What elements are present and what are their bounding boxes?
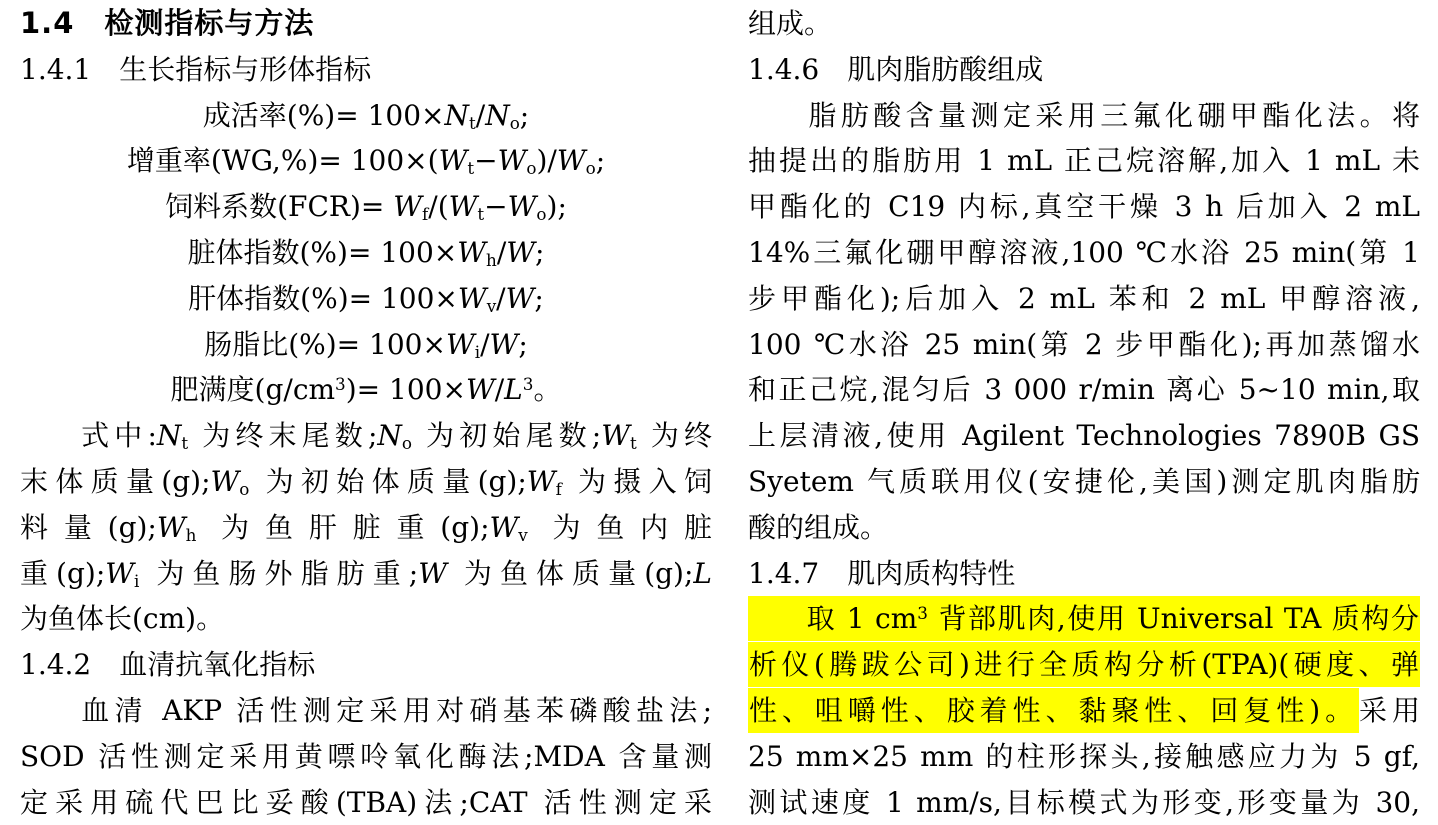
formula-line: 肝体指数(%)= $100\times W_v/W$; xyxy=(188,281,544,316)
math-variable: W xyxy=(505,281,535,315)
formula-line: 肠脂比(%)= $100\times W_i/W$; xyxy=(204,327,528,362)
subscript: t xyxy=(477,204,485,225)
text-line: 血清 AKP 活性测定采用对硝基苯磷酸盐法; xyxy=(20,693,712,727)
math-variable: W xyxy=(457,235,487,269)
formula-line: 饲料系数$(FCR)= W_f/(W_t-W_o)$; xyxy=(165,190,567,225)
text-line xyxy=(748,642,1420,688)
superscript: 3 xyxy=(522,374,534,395)
math-variable: N xyxy=(377,419,402,453)
subscript: h xyxy=(486,250,497,271)
math-variable: W xyxy=(457,281,487,315)
formula-line: 增重率$(WG,\%)= 100\times(W_t-W_o)/W_o$; xyxy=(126,144,606,179)
text-line: 14%三氟化硼甲醇溶液,100 ℃水浴 25 min(第 1 xyxy=(748,235,1420,269)
subscript: o xyxy=(509,112,520,133)
subscript: t xyxy=(630,433,637,454)
superscript: 3 xyxy=(335,374,346,395)
subscript: t xyxy=(467,158,475,179)
math-variable: W xyxy=(489,510,519,544)
text-line: 步甲酯化);后加入 2 mL 苯和 2 mL 甲醇溶液, xyxy=(748,281,1420,315)
math-variable: L xyxy=(693,556,712,590)
left-column xyxy=(20,1,712,825)
text-line: 重$(g);W_i$ 为鱼肠外脂肪重;W 为鱼体质量(g);L xyxy=(20,556,712,591)
math-variable: N xyxy=(156,419,182,453)
math-variable: W xyxy=(601,419,631,453)
math-variable: W xyxy=(526,464,556,498)
math-variable: W xyxy=(556,144,586,178)
subscript: t xyxy=(469,112,476,133)
text-line: 脂肪酸含量测定采用三氟化硼甲酯化法。将 xyxy=(748,98,1420,132)
math-variable: N xyxy=(485,98,510,132)
text-line: 上层清液,使用 Agilent Technologies 7890B GS xyxy=(748,419,1420,453)
text-line: 酸的组成。 xyxy=(748,510,889,544)
text-line: 末体质量$(g);W_o$ 为初始体质量$(g);W_f$ 为摄入饲 xyxy=(20,464,712,500)
superscript: 3 xyxy=(917,603,928,624)
subscript: i xyxy=(474,341,481,362)
math-variable: N xyxy=(444,98,469,132)
text-line: 抽提出的脂肪用 1 mL 正己烷溶解,加入 1 mL 未 xyxy=(748,144,1420,178)
math-variable: W xyxy=(489,327,519,361)
text-line: 性、咀嚼性、胶着性、黏聚性、回复性)。采用 xyxy=(748,688,1420,734)
subsection-heading: 1.4.6 肌肉脂肪酸组成 xyxy=(748,52,1044,86)
highlighted-text: 性、咀嚼性、胶着性、黏聚性、回复性)。 xyxy=(748,688,1359,733)
math-variable: W xyxy=(210,464,240,498)
subscript: v xyxy=(486,295,497,316)
subscript: v xyxy=(518,524,528,545)
math-variable: W xyxy=(156,510,186,544)
formula-line: 脏体指数(%)= $100\times W_h/W$; xyxy=(187,235,545,271)
subsection-heading: 1.4.2 血清抗氧化指标 xyxy=(20,648,316,682)
text-line: 和正己烷,混匀后 3 000 r/min 离心 5~10 min,取 xyxy=(748,373,1420,407)
math-variable: W xyxy=(465,373,495,407)
math-variable: W xyxy=(418,556,447,590)
subscript: f xyxy=(555,479,562,500)
math-variable: W xyxy=(507,190,537,224)
subscript: h xyxy=(185,524,197,545)
math-variable: W xyxy=(438,144,468,178)
right-column xyxy=(748,1,1420,825)
subscript: o xyxy=(585,158,596,179)
text-line: Syetem 气质联用仪(安捷伦,美国)测定肌肉脂肪 xyxy=(748,464,1420,498)
text-line: 甲酯化的 C19 内标,真空干燥 3 h 后加入 2 mL xyxy=(748,190,1420,224)
highlighted-text: 取 1 $cm^3$ 背部肌肉,使用 Universal TA 质构分 xyxy=(748,596,1420,641)
text-line: 料量$(g);W_h$ 为鱼肝脏重$(g);W_v$ 为鱼内脏 xyxy=(20,510,712,545)
math-variable: W xyxy=(497,144,527,178)
subscript: t xyxy=(181,433,189,454)
formula-line: 成活率(%)= $100\times N_t/N_o$; xyxy=(202,98,530,133)
subscript: o xyxy=(536,204,547,225)
subscript: o xyxy=(401,433,412,454)
math-variable: W xyxy=(445,327,475,361)
subscript: o xyxy=(526,158,537,179)
text-line: SOD 活性测定采用黄嘌呤氧化酶法;MDA 含量测 xyxy=(20,739,712,773)
subscript: f xyxy=(422,204,429,225)
text-line xyxy=(748,596,1420,642)
math-variable: L xyxy=(504,373,523,407)
math-variable: W xyxy=(506,235,536,269)
text-line: 25 mm×25 mm 的柱形探头,接触感应力为 5 gf, xyxy=(748,739,1420,773)
subscript: i xyxy=(134,570,140,591)
text-line: 组成。 xyxy=(748,7,833,40)
formula-line: 肥满度$(g/cm^3)= 100\times W/L^3$。 xyxy=(170,373,562,407)
text-line: 为鱼体长(cm)。 xyxy=(20,602,225,636)
text-line: 100 ℃水浴 25 min(第 2 步甲酯化);再加蒸馏水 xyxy=(748,327,1420,361)
math-variable: W xyxy=(393,190,423,224)
math-variable: W xyxy=(105,556,135,590)
section-heading: 1.4 检测指标与方法 xyxy=(20,6,315,40)
text-line: 式中$:N_t$ 为终末尾数$;N_o$ 为初始尾数$;W_t$ 为终 xyxy=(20,419,712,454)
subsection-heading: 1.4.1 生长指标与形体指标 xyxy=(20,52,372,86)
text-line: 定采用硫代巴比妥酸(TBA)法;CAT 活性测定采 xyxy=(20,785,712,819)
math-variable: W xyxy=(448,190,478,224)
subsection-heading: 1.4.7 肌肉质构特性 xyxy=(748,556,1016,590)
text-line: 测试速度 1 mm/s,目标模式为形变,形变量为 30, xyxy=(748,785,1420,819)
subscript: o xyxy=(239,479,250,500)
highlighted-text: 析仪(腾跋公司)进行全质构分析(TPA)(硬度、弹 xyxy=(748,642,1420,687)
